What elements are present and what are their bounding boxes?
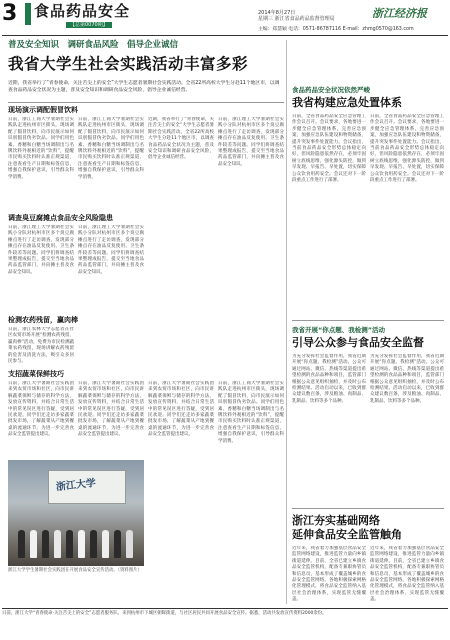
photo-person [114, 530, 121, 558]
photo-person [78, 530, 85, 558]
footer-note: 日前，浙江大学“青春使命·关注舌尖上的安全”志愿者服务队，来到杭州市下城区朝晖街道，与社区居民共同开展食品安全宣传。据悉，活动共发放宣传资料2000余份。 [2, 608, 448, 617]
section-4-title: 支招蔬菜保鲜技巧 [8, 370, 64, 378]
right-block-3-headline-2: 延伸食品安全监管触角 [292, 528, 402, 541]
section-issue-tag: 【总第0070期】 [66, 22, 112, 28]
group-photo [8, 460, 144, 566]
date-line-2: 星期三 浙江省食品药品监督管理局 [258, 16, 335, 22]
section-color-bar [25, 3, 31, 25]
right-block-1-headline: 我省构建应急处置体系 [292, 96, 402, 109]
date-line: 2014年8月27日 [258, 10, 296, 16]
photo-person [90, 530, 97, 558]
right-block-1-text-a: 日前，全省食品药品安全应急管理工作会议召开。会议要求，各地要进一步健全应急管理体系，完善应急预案，加强应急队伍建设和物资储备，提升突发事件处置能力。会议指出，当前食品药品安全形势总体稳定向好，但风险隐患依然存在，必须牢固树立底线思维，强化源头防控，做到早发现、早报告、早处置，切实保障公众饮食用药安全。会议还对下一阶段重点工作进行了部署。 [292, 114, 366, 184]
right-block-2-kicker: 我省开展“你点题、我检测”活动 [292, 326, 386, 334]
right-block-2-text-a: 为充分发挥社会监督作用，我省近期开展“你点题、我检测”活动。公众可通过网站、微信、热线等渠道提出希望检测的食品品种和项目，监管部门根据公众意见组织抽检，并及时公布检测结果。活动启动以来，已收到群众建议数百条，涉及粮油、肉制品、乳制品、饮料等多个品种。 [292, 354, 366, 404]
section-2-text: 日前，浙江理工大学暑期社会实践小分队对杭州市区多个臭豆腐摊点进行了走访调查，发现部分摊点存在油品反复使用、卫生条件较差等问题。同学们将调查结果整理成报告，提交至当地食品药品监管部门，并向摊主普及食品安全知识。 [8, 225, 74, 275]
article-kicker: 普及安全知识 调研食品风险 倡导企业诚信 [8, 40, 179, 50]
section-1-text-b: 日前，浙江工商大学暑期社会实践队走进杭州市区街头，现场调配了假冒饮料，向市民演示如何识别假冒伪劣饮品。同学们用色素、香精和白糖当场调制出与名牌饮料外观相近的“饮料”，提醒市民购买饮料时认准正规渠道，注意查看生产日期和标签信息，增强自我保护意识，引导群众科学消费。 [78, 117, 144, 180]
photo-person [30, 530, 37, 558]
photo-person [126, 530, 133, 558]
masthead-rule [2, 35, 448, 36]
photo-person [18, 530, 25, 558]
middle-column-1: 近期，我省举行了“青春使命，关注舌尖上的安全”大学生志愿者暑期社会实践活动。全省22所高校大学生分赴11个地区市，以调查食品药品安全状况为主题，普及安全知识和调研食品安全风险，倡导企业诚信经营。 [148, 117, 214, 161]
photo-person [66, 530, 73, 558]
middle-column-4: 日前，浙江工商大学暑期社会实践队走进杭州市区街头，现场调配了假冒饮料，向市民演示如何识别假冒伪劣饮品。同学们用色素、香精和白糖当场调制出与名牌饮料外观相近的“饮料”，提醒市民购买饮料时认准正规渠道，注意查看生产日期和标签信息，增强自我保护意识，引导群众科学消费。 [218, 381, 284, 444]
middle-column-3: 日前，浙江大学暑期社会实践团来到农贸市场和社区，向市民讲解蔬菜保鲜与储存的科学方法，发放宣传资料，并结合日常生活中的常见误区进行答疑，受到居民欢迎。同学们还走访多家蔬菜批发市场，了解蔬菜从产地到餐桌的流通环节，为进一步完善食品安全监管提出建议。 [148, 381, 214, 438]
right-block-2-text-b: 为充分发挥社会监督作用，我省近期开展“你点题、我检测”活动。公众可通过网站、微信、热线等渠道提出希望检测的食品品种和项目，监管部门根据公众意见组织抽检，并及时公布检测结果。活动启动以来，已收到群众建议数百条，涉及粮油、肉制品、乳制品、饮料等多个品种。 [370, 354, 444, 404]
section-4-text-b: 日前，浙江大学暑期社会实践团来到农贸市场和社区，向市民讲解蔬菜保鲜与储存的科学方法，发放宣传资料，并结合日常生活中的常见误区进行答疑，受到居民欢迎。同学们还走访多家蔬菜批发市场，了解蔬菜从产地到餐桌的流通环节，为进一步完善食品安全监管提出建议。 [78, 381, 144, 438]
right-divider-1 [292, 320, 444, 321]
photo-person [102, 530, 109, 558]
article-lead: 近期，我省举行了“青春使命，关注舌尖上的安全”大学生志愿者暑期社会实践活动。全省22所高校大学生分赴11个地区市，以调查食品药品安全状况为主题，普及安全知识和调研食品安全风险，倡导企业诚信经营。 [8, 81, 280, 93]
section-4-text-a: 日前，浙江大学暑期社会实践团来到农贸市场和社区，向市民讲解蔬菜保鲜与储存的科学方法，发放宣传资料，并结合日常生活中的常见误区进行答疑，受到居民欢迎。同学们还走访多家蔬菜批发市场，了解蔬菜从产地到餐桌的流通环节，为进一步完善食品安全监管提出建议。 [8, 381, 74, 438]
right-divider-2 [292, 508, 444, 509]
article-headline: 我省大学生社会实践活动丰富多彩 [8, 55, 249, 73]
section-title: 食品药品安全 [34, 2, 131, 20]
photo-person [42, 530, 49, 558]
section-1-title: 现场演示调配假冒饮料 [8, 106, 78, 114]
section-3-title: 检测农药残留，赢肉棒 [8, 316, 78, 324]
middle-column-2: 日前，浙江理工大学暑期社会实践小分队对杭州市区多个臭豆腐摊点进行了走访调查，发现部分摊点存在油品反复使用、卫生条件较差等问题。同学们将调查结果整理成报告，提交至当地食品药品监管部门，并向摊主普及食品安全知识。 [218, 117, 284, 167]
photo-banner-text: 浙江大学 [55, 477, 97, 494]
section-2-title: 调查臭豆腐摊点食品安全风险隐患 [8, 214, 113, 222]
section-3-text: 日前，浙江农林大学志愿者在社区农贸市场开展“检测农药残留，赢肉棒”活动，免费为市民检测蔬菜农药残留，现场讲解农药残留的危害及清洗方法，吸引众多居民参与。 [8, 327, 74, 365]
right-block-1-kicker: 食品药品安全状况依然严峻 [292, 86, 370, 94]
photo-person [54, 530, 61, 558]
column-divider [286, 40, 287, 604]
right-block-3-text-a: 近年来，我省着力加强基层食品安全监管网络建设，推进监管力量向乡镇街道延伸。目前，全省已建立乡镇食品安全监管机构，配备专兼职协管员和信息员，基本形成了覆盖城乡的食品安全监管网络。各地积极探索网格化管理模式，将食品安全监管纳入基层社会治理体系，实现监管无缝覆盖。 [292, 546, 366, 603]
newspaper-logo: 浙江经济报 [372, 7, 427, 20]
photo-caption: 浙江大学学生暑期社会实践团在开展食品安全宣传活动。（资料图片） [8, 568, 142, 573]
editor-contact-line: 主编：郑慧颖 电话：0571-86787116 E-mail：zhmg0570@163.com [258, 27, 414, 32]
lead-divider [8, 102, 284, 103]
right-block-3-text-b: 近年来，我省着力加强基层食品安全监管网络建设，推进监管力量向乡镇街道延伸。目前，全省已建立乡镇食品安全监管机构，配备专兼职协管员和信息员，基本形成了覆盖城乡的食品安全监管网络。各地积极探索网格化管理模式，将食品安全监管纳入基层社会治理体系，实现监管无缝覆盖。 [370, 546, 444, 603]
section-1-text-a: 日前，浙江工商大学暑期社会实践队走进杭州市区街头，现场调配了假冒饮料，向市民演示如何识别假冒伪劣饮品。同学们用色素、香精和白糖当场调制出与名牌饮料外观相近的“饮料”，提醒市民购买饮料时认准正规渠道，注意查看生产日期和标签信息，增强自我保护意识，引导群众科学消费。 [8, 117, 74, 180]
section-2-text-b: 日前，浙江理工大学暑期社会实践小分队对杭州市区多个臭豆腐摊点进行了走访调查，发现部分摊点存在油品反复使用、卫生条件较差等问题。同学们将调查结果整理成报告，提交至当地食品药品监管部门，并向摊主普及食品安全知识。 [78, 225, 144, 275]
right-block-2-headline: 引导公众参与食品安全监督 [292, 336, 424, 349]
right-block-1-text-b: 日前，全省食品药品安全应急管理工作会议召开。会议要求，各地要进一步健全应急管理体系，完善应急预案，加强应急队伍建设和物资储备，提升突发事件处置能力。会议指出，当前食品药品安全形势总体稳定向好，但风险隐患依然存在，必须牢固树立底线思维，强化源头防控，做到早发现、早报告、早处置，切实保障公众饮食用药安全。会议还对下一阶段重点工作进行了部署。 [370, 114, 444, 184]
right-block-3-headline-1: 浙江夯实基础网络 [292, 514, 380, 527]
page-number: 3 [2, 1, 18, 26]
